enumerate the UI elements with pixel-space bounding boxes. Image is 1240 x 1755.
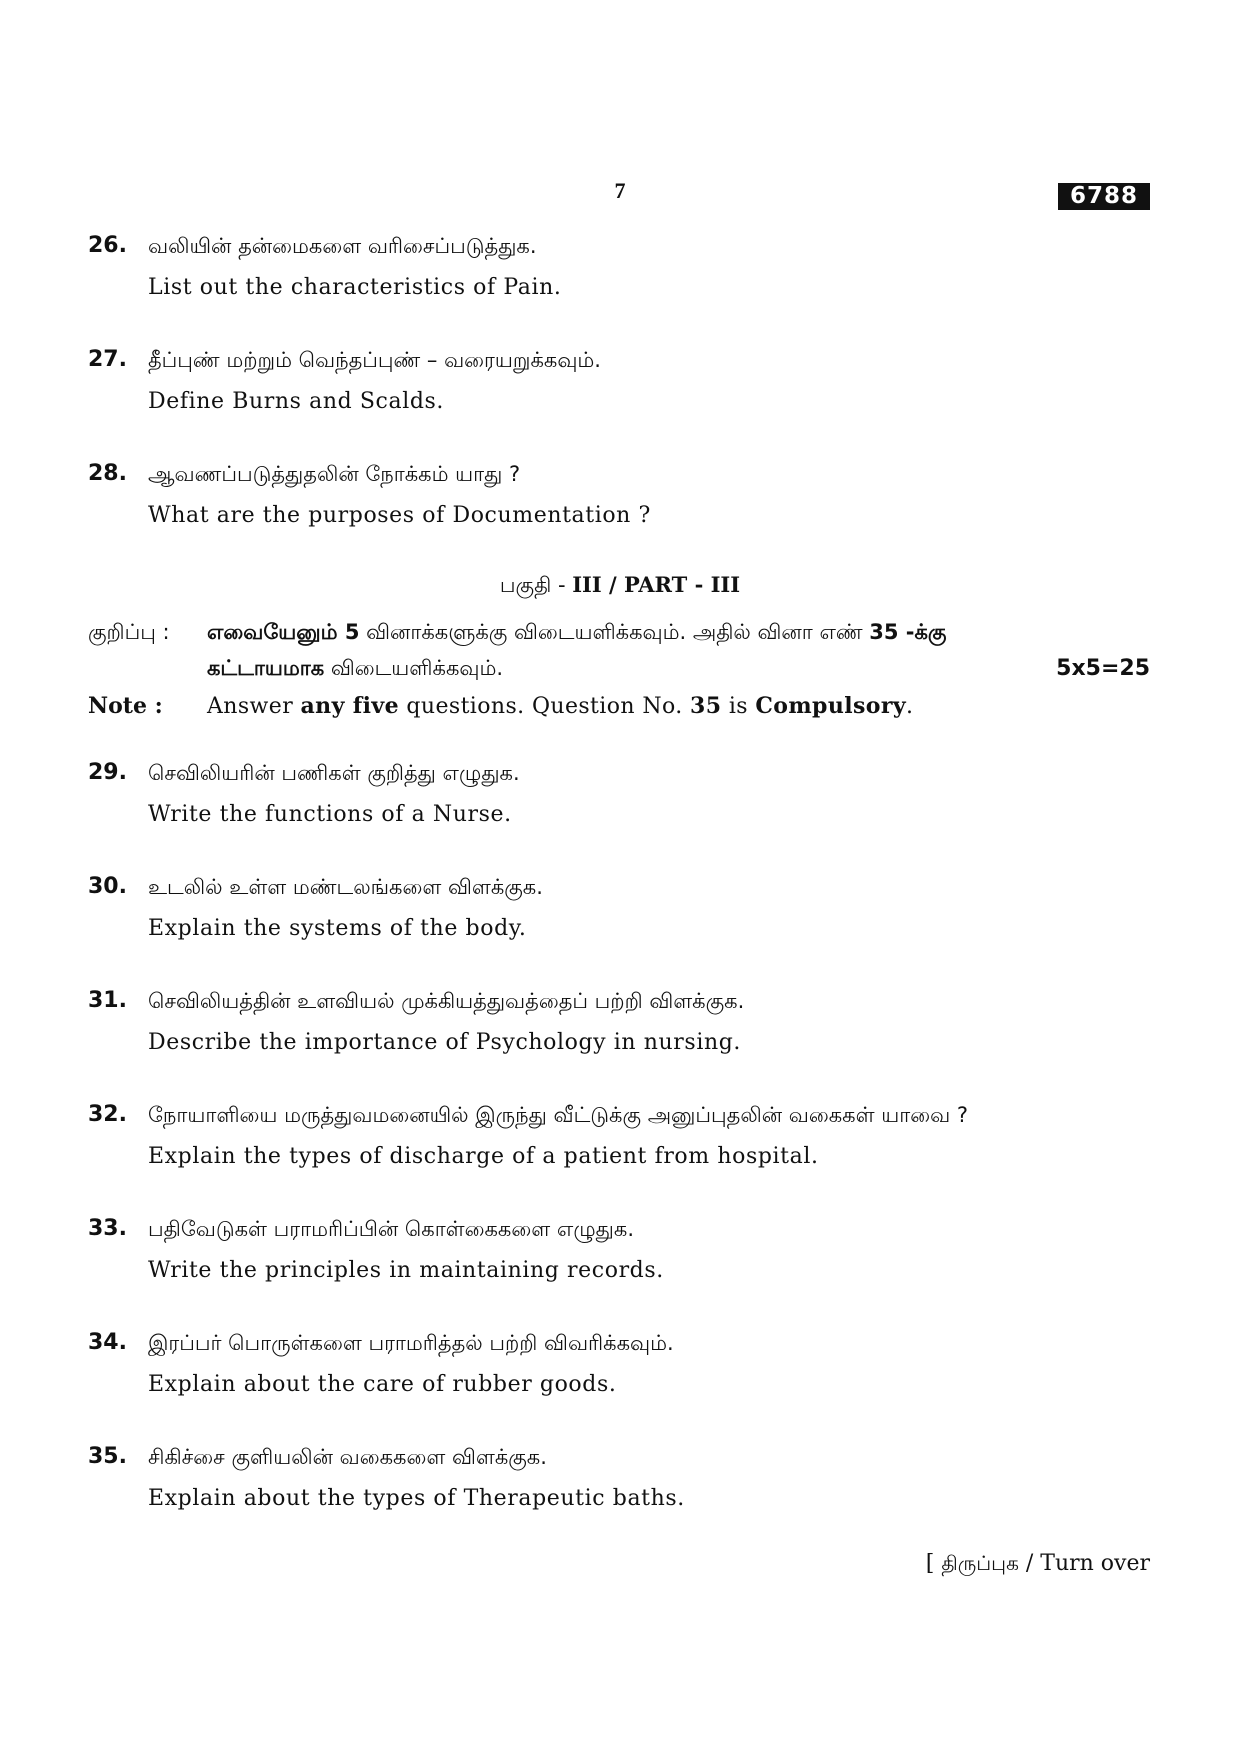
note-tamil-line-1 (207, 620, 946, 647)
question-number: 28. (88, 461, 127, 486)
question-number: 31. (88, 988, 127, 1013)
part-heading-tamil: பகுதி - (499, 573, 573, 597)
question-english: Describe the importance of Psychology in nursing. (148, 1030, 741, 1055)
question-tamil: செவிலியத்தின் உளவியல் முக்கியத்துவத்தைப் பற்றி விளக்குக. (148, 989, 745, 1013)
question-tamil: நோயாளியை மருத்துவமனையில் இருந்து வீட்டுக்கு அனுப்புதலின் வகைகள் யாவை ? (148, 1103, 968, 1127)
note-english-bold: 35 (690, 693, 722, 719)
question-english: List out the characteristics of Pain. (148, 275, 562, 300)
question-number: 35. (88, 1444, 127, 1469)
question-tamil: உடலில் உள்ள மண்டலங்களை விளக்குக. (148, 875, 543, 899)
page-number: 7 (614, 178, 626, 203)
question-number: 26. (88, 233, 127, 258)
turn-over-bracket: [ (925, 1551, 942, 1576)
note-english-label: Note : (88, 693, 163, 719)
question-number: 30. (88, 874, 127, 899)
question-english: Write the functions of a Nurse. (148, 802, 512, 827)
note-english-bold: Compulsory (755, 693, 907, 719)
note-english-text: is (721, 694, 756, 719)
part-heading-english: III / PART - III (572, 572, 741, 597)
question-english: Explain the types of discharge of a patient from hospital. (148, 1144, 819, 1169)
part-heading (300, 572, 940, 600)
note-english-text: questions. Question No. (399, 694, 691, 719)
note-tamil-text: விடையளிக்கவும். (324, 656, 504, 680)
note-tamil-label: குறிப்பு : (88, 620, 170, 644)
note-tamil-line-2 (207, 656, 503, 683)
turn-over-footer (926, 1551, 1150, 1578)
question-tamil: தீப்புண் மற்றும் வெந்தப்புண் – வரையறுக்கவும். (148, 348, 601, 372)
paper-code-badge: 6788 (1058, 183, 1150, 210)
question-number: 27. (88, 347, 127, 372)
question-tamil: ஆவணப்படுத்துதலின் நோக்கம் யாது ? (148, 462, 521, 486)
note-tamil-bold: எவையேனும் 5 (207, 620, 360, 644)
turn-over-tamil: திருப்புக (941, 1551, 1019, 1575)
question-english: What are the purposes of Documentation ? (148, 503, 651, 528)
note-english-bold: any five (300, 693, 400, 719)
note-tamil-bold: 35 -க்கு (869, 620, 947, 644)
turn-over-separator: / (1018, 1551, 1041, 1576)
turn-over-english: Turn over (1040, 1551, 1150, 1576)
question-tamil: சிகிச்சை குளியலின் வகைகளை விளக்குக. (148, 1445, 547, 1469)
marks-allocation: 5x5=25 (1056, 656, 1150, 681)
question-english: Explain the systems of the body. (148, 916, 527, 941)
question-number: 34. (88, 1330, 127, 1355)
note-tamil-bold: கட்டாயமாக (207, 656, 325, 680)
question-english: Define Burns and Scalds. (148, 389, 444, 414)
question-number: 32. (88, 1102, 127, 1127)
note-english-text: . (906, 694, 914, 719)
note-english (207, 693, 913, 719)
question-number: 33. (88, 1216, 127, 1241)
question-tamil: செவிலியரின் பணிகள் குறித்து எழுதுக. (148, 761, 520, 785)
question-english: Write the principles in maintaining records. (148, 1258, 664, 1283)
question-number: 29. (88, 760, 127, 785)
question-english: Explain about the care of rubber goods. (148, 1372, 617, 1397)
note-english-text: Answer (207, 694, 301, 719)
question-tamil: இரப்பர் பொருள்களை பராமரித்தல் பற்றி விவரிக்கவும். (148, 1331, 674, 1355)
question-english: Explain about the types of Therapeutic baths. (148, 1486, 685, 1511)
question-tamil: வலியின் தன்மைகளை வரிசைப்படுத்துக. (148, 234, 537, 258)
question-tamil: பதிவேடுகள் பராமரிப்பின் கொள்கைகளை எழுதுக. (148, 1217, 634, 1241)
note-tamil-text: வினாக்களுக்கு விடையளிக்கவும். அதில் வினா எண் (359, 620, 870, 644)
